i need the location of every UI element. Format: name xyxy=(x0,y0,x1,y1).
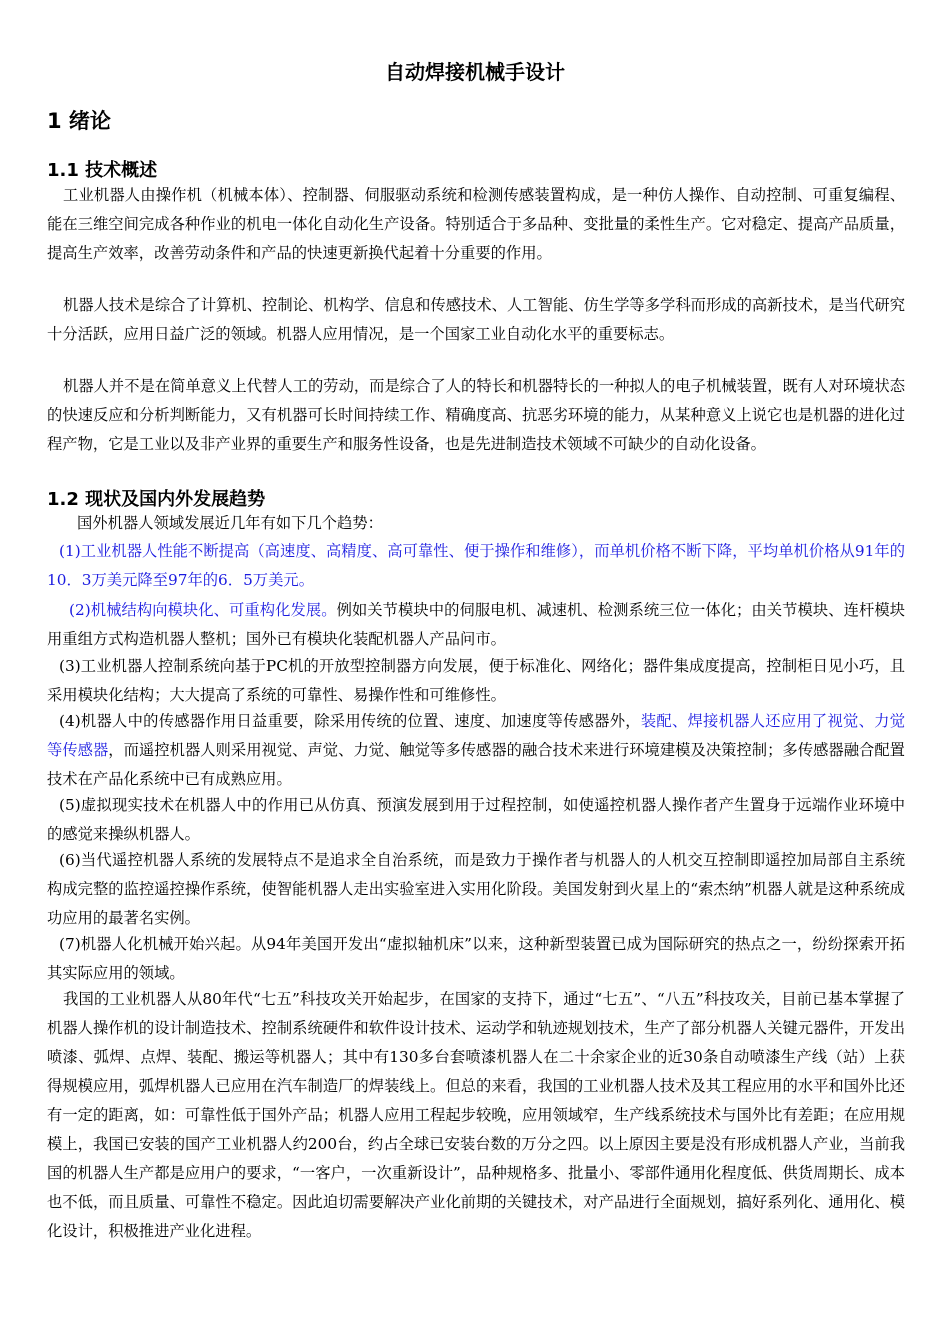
trend-item-2-highlight: (2)机械结构向模块化、可重构化发展。 xyxy=(69,601,337,619)
trend-item-1: (1)工业机器人性能不断提高（高速度、高精度、高可靠性、便于操作和维修），而单机价格不断下降，平均单机价格从91年的10．3万美元降至97年的6．5万美元。 xyxy=(47,542,905,589)
document-title: 自动焊接机械手设计 xyxy=(385,60,565,84)
trend-item-4 xyxy=(47,707,905,794)
trend-item-4-text-b: ，而遥控机器人则采用视觉、声觉、力觉、触觉等多传感器的融合技术来进行环境建模及决策控制；多传感器融合配置技术在产品化系统中已有成熟应用。 xyxy=(47,741,905,788)
paragraph-overview-2: 机器人技术是综合了计算机、控制论、机构学、信息和传感技术、人工智能、仿生学等多学科而形成的高新技术，是当代研究十分活跃，应用日益广泛的领域。机器人应用情况，是一个国家工业自动化水平的重要标志。 xyxy=(47,296,905,343)
trend-item-2 xyxy=(47,596,905,654)
trend-item-6: (6)当代遥控机器人系统的发展特点不是追求全自治系统，而是致力于操作者与机器人的人机交互控制即遥控加局部自主系统构成完整的监控遥控操作系统，使智能机器人走出实验室进入实用化阶段。美国发射到火星上的“索杰纳”机器人就是这种系统成功应用的最著名实例。 xyxy=(47,851,905,927)
trend-item-5: (5)虚拟现实技术在机器人中的作用已从仿真、预演发展到用于过程控制，如使遥控机器人操作者产生置身于远端作业环境中的感觉来操纵机器人。 xyxy=(47,796,905,843)
trend-item-2-text: 例如关节模块中的伺服电机、减速机、检测系统三位一体化；由关节模块、连杆模块用重组方式构造机器人整机；国外已有模块化装配机器人产品问市。 xyxy=(47,601,905,648)
section-heading-1-1: 1.1 技术概述 xyxy=(47,160,158,181)
trend-item-4-highlight: 装配、焊接机器人还应用了视觉、力觉等传感器 xyxy=(47,712,905,759)
paragraph-domestic-status: 我国的工业机器人从80年代“七五”科技攻关开始起步，在国家的支持下，通过“七五”、“八五”科技攻关，目前已基本掌握了机器人操作机的设计制造技术、控制系统硬件和软件设计技术、运动学和轨迹规划技术，生产了部分机器人关键元器件，开发出喷漆、弧焊、点焊、装配、搬运等机器人；其中有130多台套喷漆机器人在二十余家企业的近30条自动喷漆生产线（站）上获得规模应用，弧焊机器人已应用在汽车制造厂的焊装线上。但总的来看，我国的工业机器人技术及其工程应用的水平和国外比还有一定的距离，如：可靠性低于国外产品；机器人应用工程起步较晚，应用领域窄，生产线系统技术与国外比有差距；在应用规模上，我国已安装的国产工业机器人约200台，约占全球已安装台数的万分之四。以上原因主要是没有形成机器人产业，当前我国的机器人生产都是应用户的要求，“一客户，一次重新设计”，品种规格多、批量小、零部件通用化程度低、供货周期长、成本也不低，而且质量、可靠性不稳定。因此迫切需要解决产业化前期的关键技术，对产品进行全面规划，搞好系列化、通用化、模化设计，积极推进产业化进程。 xyxy=(47,990,905,1240)
section-heading-1-2: 1.2 现状及国内外发展趋势 xyxy=(47,489,266,510)
paragraph-trend-intro: 国外机器人领域发展近几年有如下几个趋势： xyxy=(77,514,383,532)
trend-item-7: (7)机器人化机械开始兴起。从94年美国开发出“虚拟轴机床”以来，这种新型装置已成为国际研究的热点之一，纷纷探索开拓其实际应用的领域。 xyxy=(47,935,905,982)
chapter-heading: 1 绪论 xyxy=(47,109,111,133)
paragraph-overview-1: 工业机器人由操作机（机械本体）、控制器、伺服驱动系统和检测传感装置构成，是一种仿人操作、自动控制、可重复编程、能在三维空间完成各种作业的机电一体化自动化生产设备。特别适合于多品种、变批量的柔性生产。它对稳定、提高产品质量，提高生产效率，改善劳动条件和产品的快速更新换代起着十分重要的作用。 xyxy=(47,186,905,262)
trend-item-3: (3)工业机器人控制系统向基于PC机的开放型控制器方向发展，便于标准化、网络化；器件集成度提高，控制柜日见小巧，且采用模块化结构；大大提高了系统的可靠性、易操作性和可维修性。 xyxy=(47,657,905,704)
paragraph-overview-3: 机器人并不是在简单意义上代替人工的劳动，而是综合了人的特长和机器特长的一种拟人的电子机械装置，既有人对环境状态的快速反应和分析判断能力，又有机器可长时间持续工作、精确度高、抗恶劣环境的能力，从某种意义上说它也是机器的进化过程产物，它是工业以及非产业界的重要生产和服务性设备，也是先进制造技术领域不可缺少的自动化设备。 xyxy=(47,377,905,453)
trend-item-4-text-a: (4)机器人中的传感器作用日益重要，除采用传统的位置、速度、加速度等传感器外， xyxy=(59,712,641,730)
